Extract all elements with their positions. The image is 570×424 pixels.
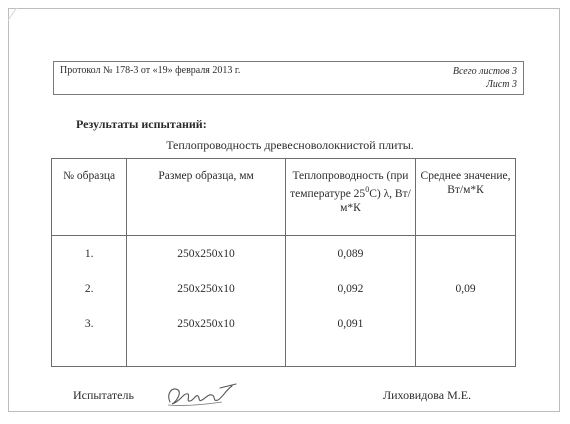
protocol-header (53, 61, 524, 95)
average-column (416, 236, 516, 367)
results-table (51, 158, 516, 367)
sheet-info (453, 65, 517, 91)
sample-size: 250x250x10 (177, 283, 235, 295)
header-conductivity (285, 159, 415, 236)
table-header-row (52, 159, 516, 236)
table-row (52, 236, 516, 367)
conductivity-value: 0,089 (337, 248, 364, 260)
header-average: Среднее значение, Вт/м*К (416, 159, 516, 236)
sample-no: 1. (84, 248, 94, 260)
conductivity-column (285, 236, 415, 367)
sample-size: 250x250x10 (177, 248, 235, 260)
conductivity-value: 0,091 (337, 318, 364, 330)
sheet-number: Лист 3 (486, 79, 517, 90)
sample-no-column (52, 236, 127, 367)
sample-no: 2. (84, 283, 94, 295)
sample-size-column (127, 236, 286, 367)
tester-label: Испытатель (73, 388, 134, 402)
handwritten-signature (162, 380, 242, 415)
sample-no: 3. (84, 318, 94, 330)
header-sample-no: № образца (52, 159, 127, 236)
results-title: Результаты испытаний: (76, 117, 207, 131)
header-sample-size: Размер образца, мм (127, 159, 286, 236)
total-sheets: Всего листов 3 (452, 66, 517, 77)
header-conductivity-text: Теплопроводность (при температуре $25^0С$) λ, Вт/м*К (290, 170, 411, 214)
sample-size: 250x250x10 (177, 318, 235, 330)
table-caption: Теплопроводность древесноволокнистой плиты. (166, 138, 414, 152)
corner-mark (8, 8, 48, 48)
average-value: 0,09 (455, 283, 476, 295)
conductivity-value: 0,092 (337, 283, 364, 295)
tester-name: Лиховидова М.Е. (383, 388, 472, 402)
protocol-number: Протокол № 178-3 от «19» февраля 2013 г. (60, 65, 241, 76)
